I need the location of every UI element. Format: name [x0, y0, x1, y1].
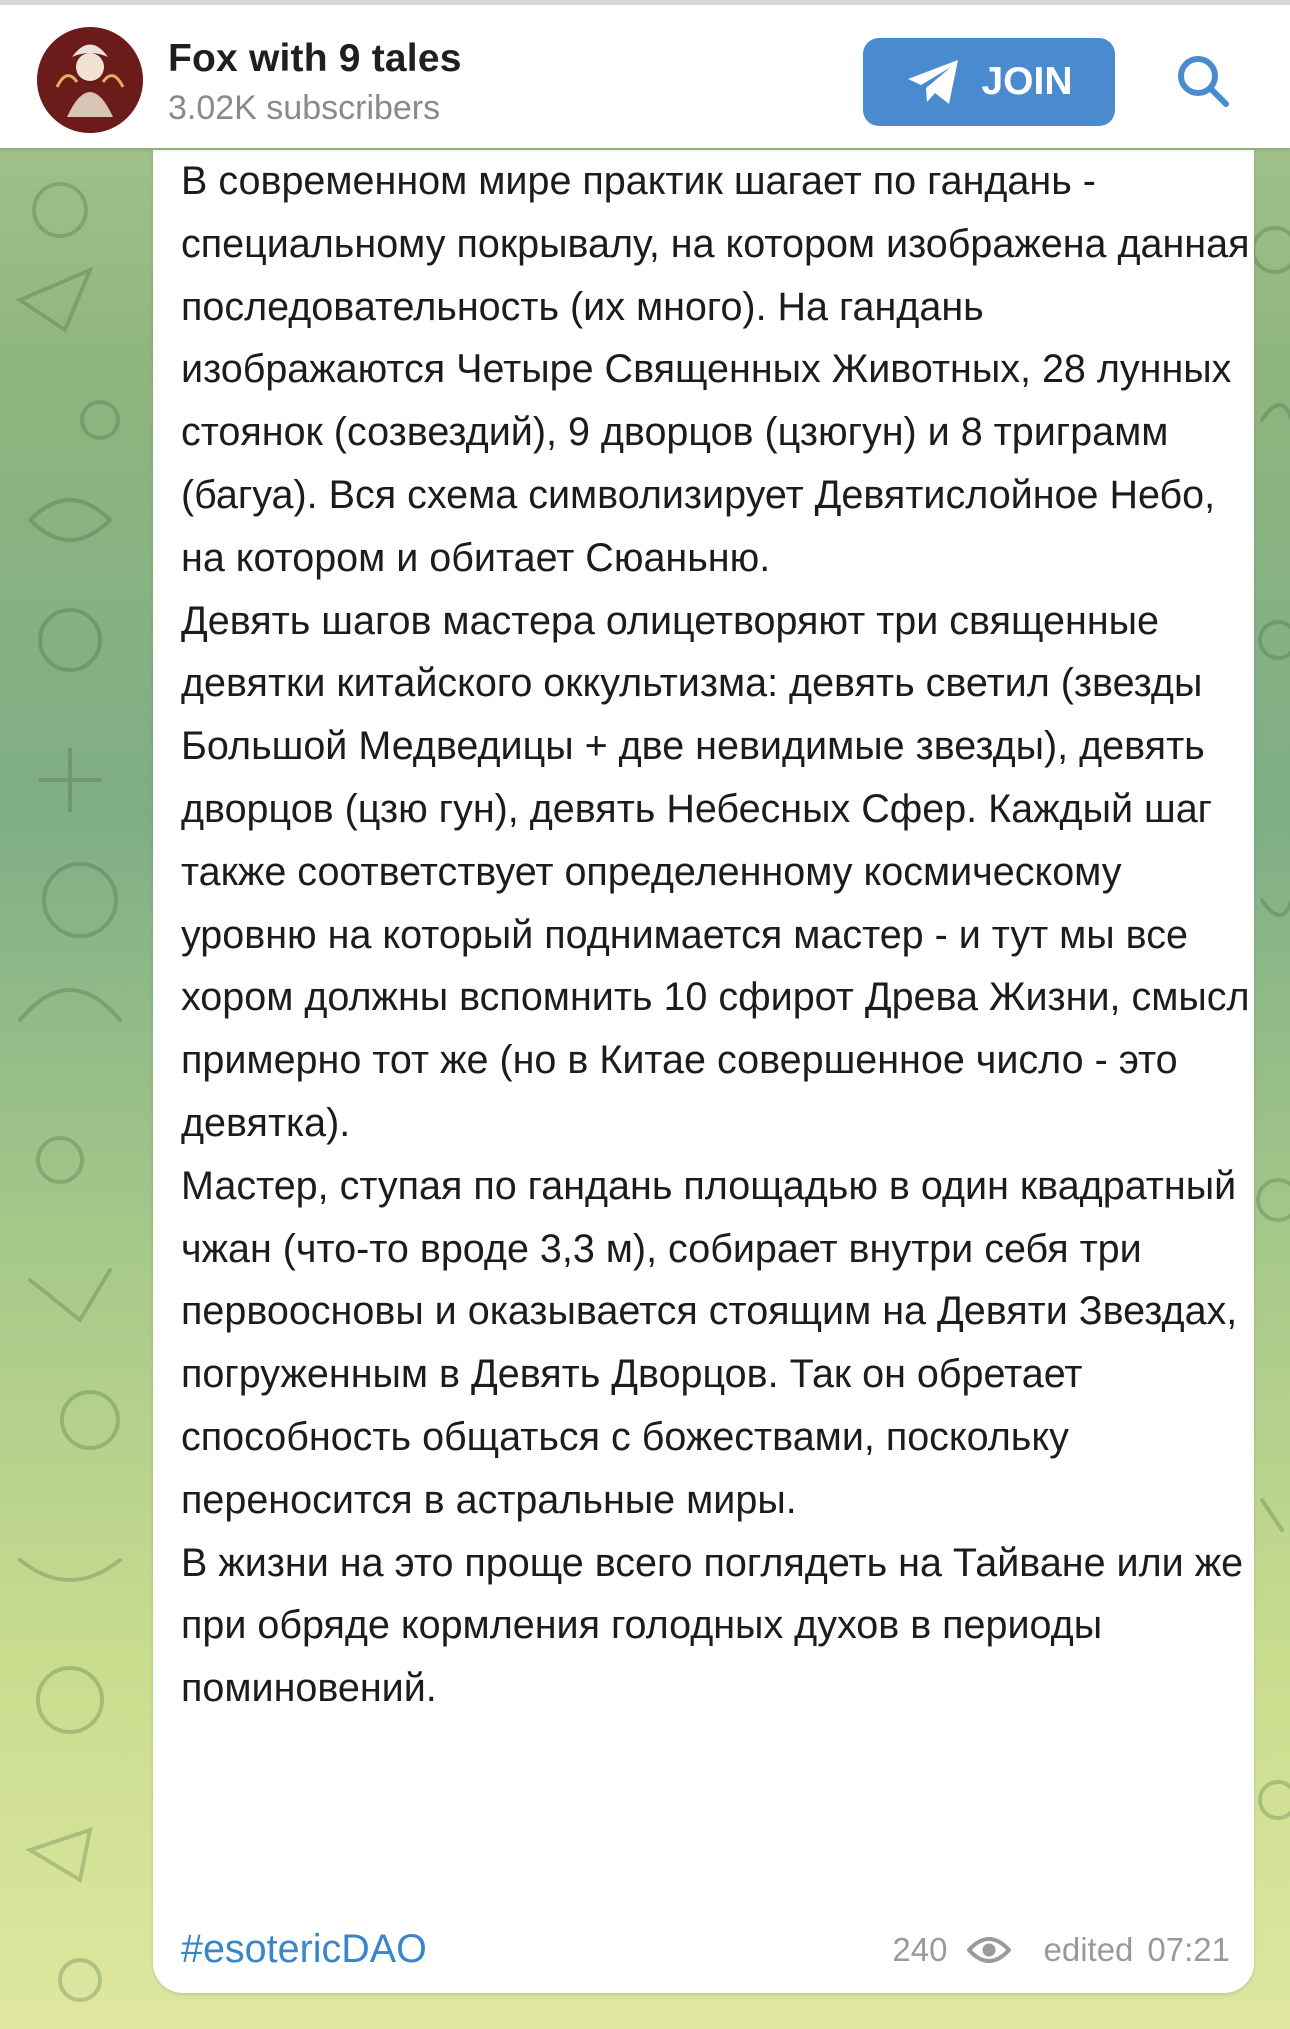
message-text: [181, 150, 1251, 1720]
telegram-plane-icon: [905, 57, 963, 107]
view-count: 240: [892, 1931, 948, 1968]
hashtag-link[interactable]: #esotericDAO: [181, 1927, 427, 1971]
channel-avatar[interactable]: [37, 27, 143, 133]
message-paragraph: Девять шагов мастера олицетворяют три священные девятки китайского оккультизма: девять светил (звезды Большой Медведицы + две невидимые звезды), девять дворцов (цзю гун), девять Небесных Сфер. Каждый шаг также соответствует определенному космическому уровню на который поднимается мастер - и тут мы все хором должны вспомнить 10 сфирот Древа Жизни, смысл примерно тот же (но в Китае совершенное число - это девятка).: [181, 598, 1250, 1145]
message-paragraph: В современном мире практик шагает по гандань - специальному покрывалу, на котором изображена данная последовательность (их много). На гандань изображаются Четыре Священных Животных, 28 лунных стоянок (созвездий), 9 дворцов (цзюгун) и 8 триграмм (багуа). Вся схема символизирует Девятислойное Небо, на котором и обитает Сюаньню.: [181, 159, 1250, 580]
message-paragraph: В жизни на это проще всего поглядеть на Тайване или же при обряде кормления голодных духов в периоды поминовений.: [181, 1540, 1244, 1711]
message-paragraph: Мастер, ступая по гандань площадью в один квадратный чжан (что-то вроде 3,3 м), собирает внутри себя три первоосновы и оказывается стоящим на Девяти Звездах, погруженным в Девять Дворцов. Так он обретает способность общаться с божествами, поскольку переносится в астральные миры.: [181, 1163, 1238, 1522]
avatar-image: [37, 27, 143, 133]
edited-label: edited: [1043, 1931, 1134, 1968]
channel-header: [0, 0, 1290, 148]
message-bubble: [153, 150, 1254, 1993]
subscriber-count: 3.02K subscribers: [168, 89, 441, 127]
join-button-label: JOIN: [981, 60, 1073, 103]
channel-name[interactable]: Fox with 9 tales: [168, 37, 462, 80]
eye-icon: [967, 1936, 1011, 1964]
search-icon[interactable]: [1175, 53, 1231, 109]
join-button[interactable]: [863, 38, 1115, 126]
message-meta: [892, 1923, 1230, 1977]
message-time: 07:21: [1147, 1931, 1230, 1968]
